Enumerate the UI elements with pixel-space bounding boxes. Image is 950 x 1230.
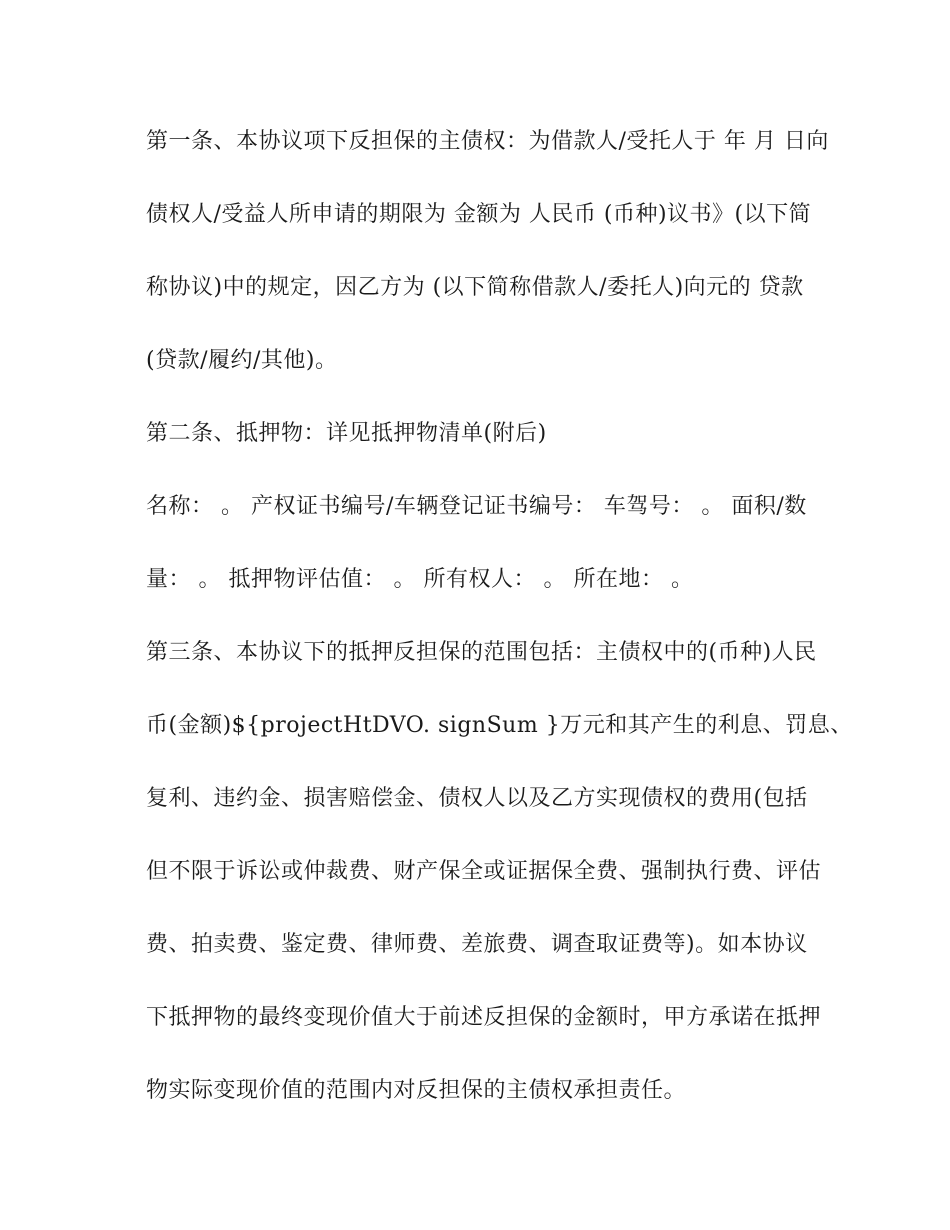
collateral-details-line-2: 量： 。 抵押物评估值： 。 所有权人： 。 所在地： 。 xyxy=(146,567,694,592)
article-1-line-4: (贷款/履约/其他)。 xyxy=(146,348,338,373)
article-3-line-1: 第三条、本协议下的抵押反担保的范围包括：主债权中的(币种)人民 xyxy=(146,640,817,665)
article-3-line-5: 费、拍卖费、鉴定费、律师费、差旅费、调查取证费等)。如本协议 xyxy=(146,932,808,957)
article-3-line-4: 但不限于诉讼或仲裁费、财产保全或证据保全费、强制执行费、评估 xyxy=(146,859,822,884)
article-3-line-7: 物实际变现价值的范围内对反担保的主债权承担责任。 xyxy=(146,1078,687,1103)
article-3-line-3: 复利、违约金、损害赔偿金、债权人以及乙方实现债权的费用(包括 xyxy=(146,786,808,811)
article-1-line-2: 债权人/受益人所申请的期限为 金额为 人民币 (币种)议书》(以下简 xyxy=(146,202,812,227)
article-3-line-6: 下抵押物的最终变现价值大于前述反担保的金额时，甲方承诺在抵押 xyxy=(146,1005,822,1030)
article-1-line-1: 第一条、本协议项下反担保的主债权：为借款人/受托人于 年 月 日向 xyxy=(146,129,829,154)
article-2-heading: 第二条、抵押物：详见抵押物清单(附后) xyxy=(146,421,547,446)
article-3-line-2: 币(金额)${projectHtDVO. signSum }万元和其产生的利息、罚息、 xyxy=(146,713,853,738)
article-1-line-3: 称协议)中的规定，因乙方为 (以下简称借款人/委托人)向元的 贷款 xyxy=(146,275,804,300)
collateral-details-line-1: 名称： 。 产权证书编号/车辆登记证书编号： 车驾号： 。 面积/数 xyxy=(146,494,807,519)
